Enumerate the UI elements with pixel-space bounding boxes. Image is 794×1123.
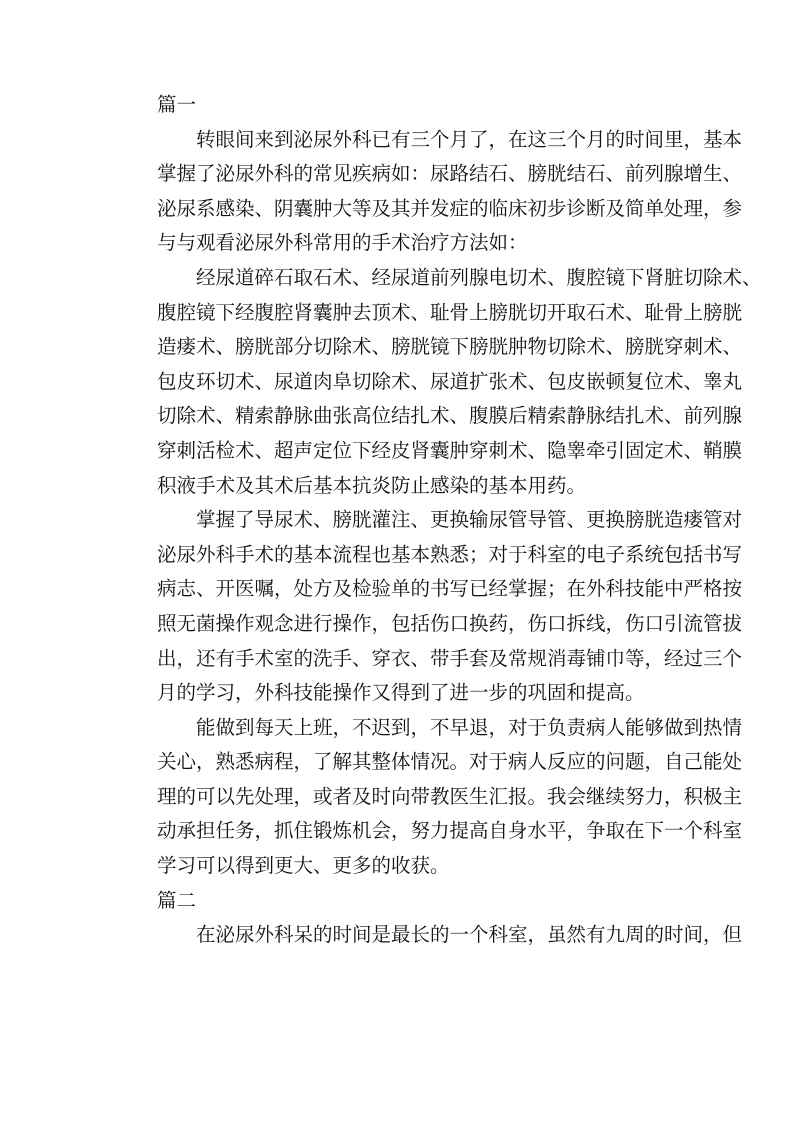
text-line: 腹腔镜下经腹腔肾囊肿去顶术、耻骨上膀胱切开取石术、耻骨上膀胱 bbox=[157, 300, 743, 324]
text-line: 切除术、精索静脉曲张高位结扎术、腹膜后精索静脉结扎术、前列腺 bbox=[157, 404, 743, 428]
text-line: 造瘘术、膀胱部分切除术、膀胱镜下膀胱肿物切除术、膀胱穿刺术、 bbox=[157, 335, 743, 359]
text-line: 泌尿系感染、阴囊肿大等及其并发症的临床初步诊断及简单处理，参 bbox=[157, 196, 743, 220]
document-page bbox=[118, 88, 762, 953]
paragraph bbox=[118, 123, 743, 261]
section-heading: 篇二 bbox=[157, 888, 197, 912]
text-line: 月的学习，外科技能操作又得到了进一步的巩固和提高。 bbox=[157, 681, 645, 705]
text-line: 与与观看泌尿外科常用的手术治疗方法如： bbox=[157, 231, 528, 255]
paragraph bbox=[118, 261, 762, 503]
text-line: 泌尿外科手术的基本流程也基本熟悉；对于科室的电子系统包括书写 bbox=[157, 542, 743, 566]
text-line: 病志、开医嘱，处方及检验单的书写已经掌握；在外科技能中严格按 bbox=[157, 577, 743, 601]
text-line: 照无菌操作观念进行操作，包括伤口换药，伤口拆线，伤口引流管拔 bbox=[157, 611, 743, 635]
text-line: 掌握了导尿术、膀胱灌注、更换输尿管导管、更换膀胱造瘘管对 bbox=[196, 508, 743, 532]
text-line: 积液手术及其术后基本抗炎防止感染的基本用药。 bbox=[157, 473, 587, 497]
text-line: 掌握了泌尿外科的常见疾病如：尿路结石、膀胱结石、前列腺增生、 bbox=[157, 162, 743, 186]
text-line: 动承担任务，抓住锻炼机会，努力提高自身水平，争取在下一个科室 bbox=[157, 819, 743, 843]
text-line: 转眼间来到泌尿外科已有三个月了，在这三个月的时间里，基本 bbox=[196, 127, 743, 151]
text-line: 在泌尿外科呆的时间是最长的一个科室，虽然有九周的时间，但 bbox=[196, 923, 743, 947]
section-heading: 篇一 bbox=[157, 93, 197, 116]
text-line: 学习可以得到更大、更多的收获。 bbox=[157, 854, 450, 878]
text-line: 穿刺活检术、超声定位下经皮肾囊肿穿刺术、隐睾牵引固定术、鞘膜 bbox=[157, 438, 743, 462]
text-line: 出，还有手术室的洗手、穿衣、带手套及常规消毒铺巾等，经过三个 bbox=[157, 646, 743, 670]
text-line: 关心，熟悉病程，了解其整体情况。对于病人反应的问题，自己能处 bbox=[157, 750, 743, 774]
paragraph bbox=[118, 711, 743, 884]
paragraph bbox=[118, 918, 743, 953]
text-line: 经尿道碎石取石术、经尿道前列腺电切术、腹腔镜下肾脏切除术、 bbox=[196, 265, 762, 289]
text-line: 包皮环切术、尿道肉阜切除术、尿道扩张术、包皮嵌顿复位术、睾丸 bbox=[157, 369, 743, 393]
paragraph bbox=[118, 503, 743, 711]
text-line: 能做到每天上班，不迟到，不早退，对于负责病人能够做到热情 bbox=[196, 715, 743, 739]
text-line: 理的可以先处理，或者及时向带教医生汇报。我会继续努力，积极主 bbox=[157, 784, 743, 808]
